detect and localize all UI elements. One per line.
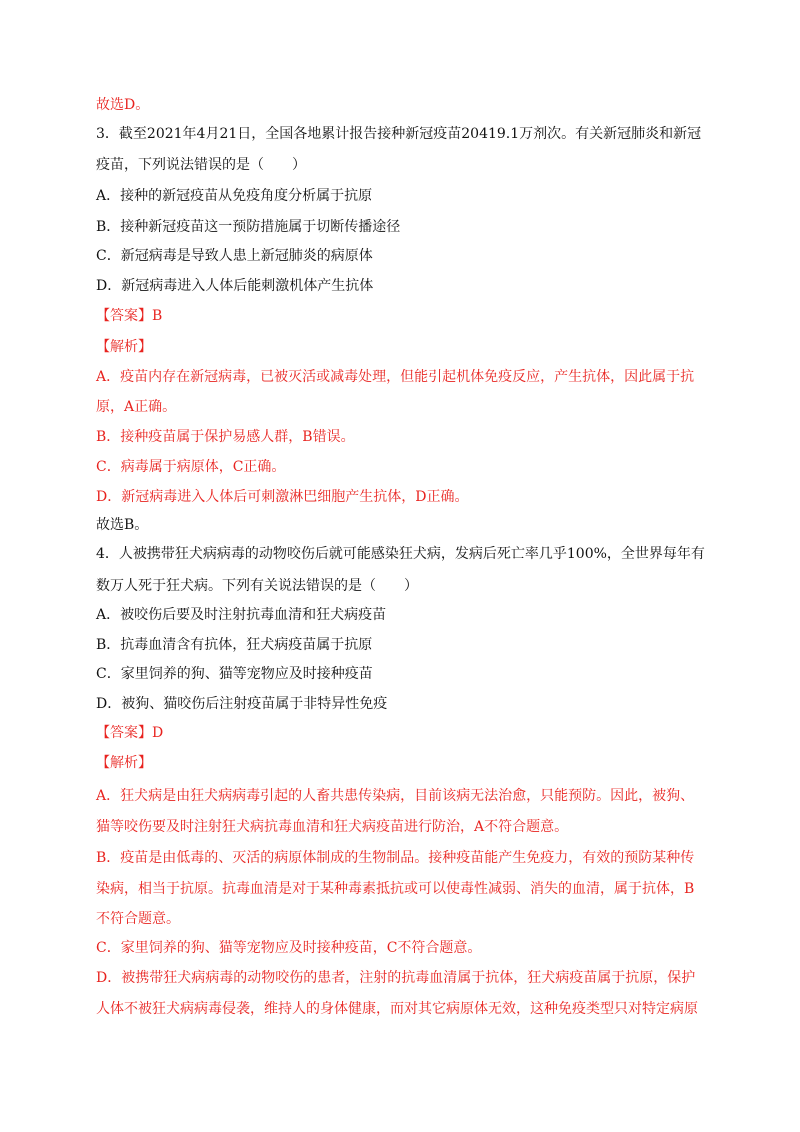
question-4-explanation-d-line-1: D．被携带狂犬病病毒的动物咬伤的患者，注射的抗毒血清属于抗体，狂犬病疫苗属于抗原，保护 — [96, 970, 696, 986]
question-4-answer — [96, 724, 716, 742]
question-4-analysis-heading — [96, 754, 716, 772]
question-4-explanation-d-line-2: 人体不被狂犬病病毒侵袭，维持人的身体健康，而对其它病原体无效，这种免疫类型只对特定病原 — [96, 1001, 698, 1017]
analysis-heading: 【解析】 — [96, 339, 152, 355]
question-3-stem-line-2: 疫苗，下列说法错误的是（ ） — [96, 157, 306, 173]
question-3-explanation-a-line-2: 原，A正确。 — [96, 399, 177, 415]
question-3-explanation-d: D．新冠病毒进入人体后可刺激淋巴细胞产生抗体，D正确。 — [96, 489, 469, 505]
question-4-option-d: D．被狗、猫咬伤后注射疫苗属于非特异性免疫 — [96, 696, 388, 712]
question-3-explanation-a-line-1: A．疫苗内存在新冠病毒，已被灭活或减毒处理，但能引起机体免疫反应，产生抗体，因此属于抗 — [96, 369, 695, 385]
question-4-explanation-b-line-3: 不符合题意。 — [96, 911, 180, 927]
answer-value: B — [152, 308, 163, 324]
question-4-explanation-b-line-1: B．疫苗是由低毒的、灭活的病原体制成的生物制品。接种疫苗能产生免疫力，有效的预防某种传 — [96, 850, 695, 866]
question-3-conclusion: 故选B。 — [96, 517, 149, 533]
previous-conclusion: 故选D。 — [96, 97, 150, 113]
question-4-explanation-a-line-1: A．狂犬病是由狂犬病病毒引起的人畜共患传染病，目前该病无法治愈，只能预防。因此，被狗、 — [96, 788, 695, 804]
question-3-option-a: A．接种的新冠疫苗从免疫角度分析属于抗原 — [96, 188, 373, 204]
question-3-option-d: D．新冠病毒进入人体后能刺激机体产生抗体 — [96, 278, 374, 294]
question-4-explanation-a-line-2: 猫等咬伤要及时注射狂犬病抗毒血清和狂犬病疫苗进行防治，A不符合题意。 — [96, 819, 569, 835]
question-4-option-a: A．被咬伤后要及时注射抗毒血清和狂犬病疫苗 — [96, 607, 387, 623]
question-4-option-c: C．家里饲养的狗、猫等宠物应及时接种疫苗 — [96, 666, 373, 682]
question-4-stem-line-2: 数万人死于狂犬病。下列有关说法错误的是（ ） — [96, 578, 418, 594]
question-4-option-b: B．抗毒血清含有抗体，狂犬病疫苗属于抗原 — [96, 637, 373, 653]
question-4-explanation-c: C．家里饲养的狗、猫等宠物应及时接种疫苗，C不符合题意。 — [96, 940, 482, 956]
answer-heading: 【答案】 — [96, 725, 152, 741]
question-4-explanation-b-line-2: 染病，相当于抗原。抗毒血清是对于某种毒素抵抗或可以使毒性减弱、消失的血清，属于抗体，B — [96, 881, 695, 897]
question-3-answer — [96, 307, 716, 325]
analysis-heading: 【解析】 — [96, 755, 152, 771]
answer-value: D — [152, 725, 164, 741]
question-3-option-c: C．新冠病毒是导致人患上新冠肺炎的病原体 — [96, 248, 373, 264]
question-3-option-b: B．接种新冠疫苗这一预防措施属于切断传播途径 — [96, 219, 401, 235]
question-3-explanation-b: B．接种疫苗属于保护易感人群，B错误。 — [96, 429, 355, 445]
question-3-analysis-heading — [96, 338, 716, 356]
answer-heading: 【答案】 — [96, 308, 152, 324]
question-3-explanation-c: C．病毒属于病原体，C正确。 — [96, 459, 286, 475]
question-4-stem-line-1: 4．人被携带狂犬病病毒的动物咬伤后就可能感染狂犬病，发病后死亡率几乎100%，全世界每年有 — [96, 546, 705, 562]
question-3-stem-line-1: 3．截至2021年4月21日，全国各地累计报告接种新冠疫苗20419.1万剂次。有关新冠肺炎和新冠 — [96, 126, 702, 142]
